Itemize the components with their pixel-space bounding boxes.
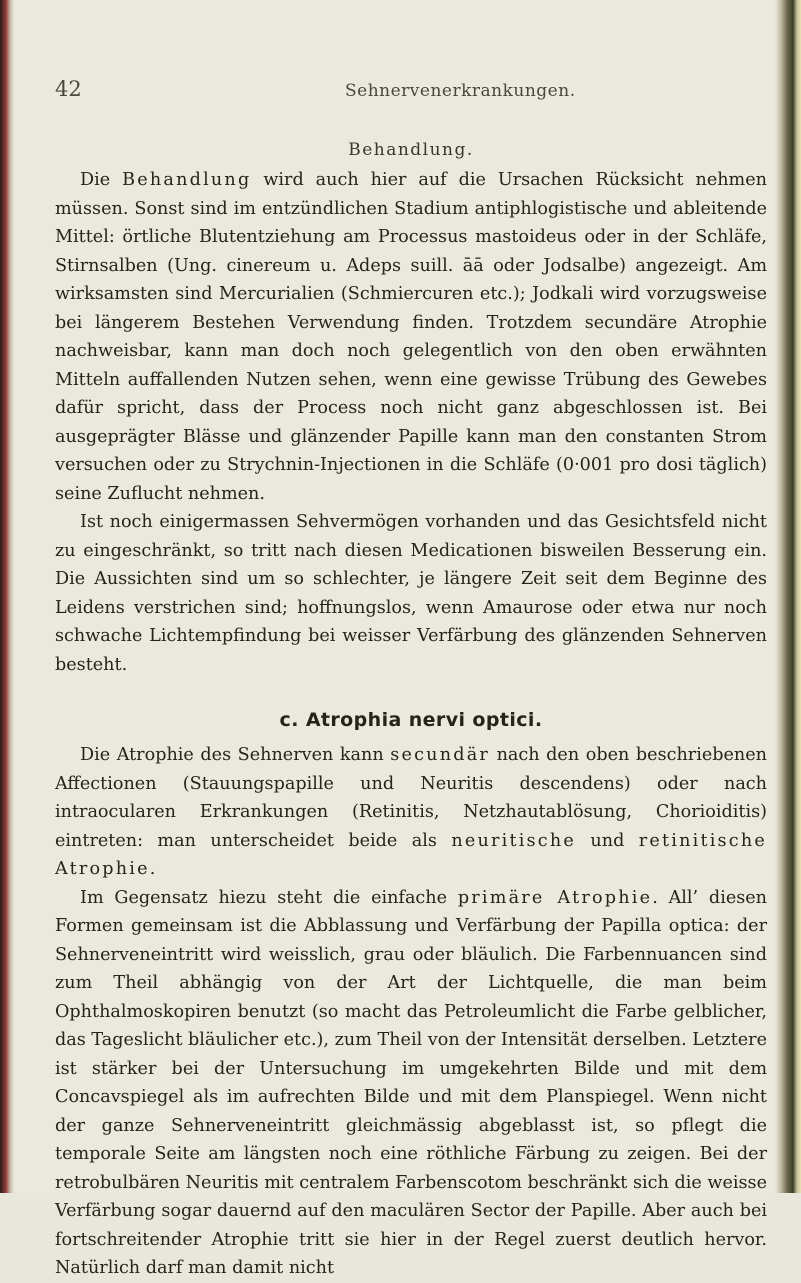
spaced-emphasis: Behandlung bbox=[122, 170, 252, 190]
paragraph: Die Atrophie des Sehnerven kann secundär nach den oben beschriebenen Affectionen (Stauungspapille und Neuritis descendens) oder nach intraocularen Erkrankungen (Retinitis, Netzhautablösung, Chorioiditis) eintreten: man unterscheidet beide als neuritische und retinitische Atrophie. bbox=[55, 745, 767, 879]
spaced-emphasis: secundär bbox=[390, 745, 490, 765]
section-heading-atrophy: c. Atrophia nervi optici. bbox=[279, 709, 543, 731]
spaced-emphasis: neuritische bbox=[451, 830, 576, 851]
paragraph: Im Gegensatz hiezu steht die einfache primäre Atrophie. All’ diesen Formen gemeinsam ist die Abblassung und Verfärbung der Papilla optica: der Sehnerveneintritt wird weisslich, grau oder bläulich. Die Farbennuancen sind zum Theil abhängig von der Art der Lichtquelle, die man beim Ophthalmoskopiren benutzt (so macht das Petroleumlicht die Farbe gelblicher, das Tageslicht bläulicher etc.), zum Theil von der Intensität derselben. Letztere ist stärker bei der Untersuchung im umgekehrten Bilde und mit dem Concavspiegel als im aufrechten Bilde und mit dem Planspiegel. Wenn nicht der ganze Sehnerveneintritt gleichmässig abgeblasst ist, so pflegt die temporale Seite am längsten noch eine röthliche Färbung zu zeigen. Bei der retrobulbären Neuritis mit centralem Farbenscotom beschränkt sich die weisse Verfärbung sogar dauernd auf den maculären Sector der Papille. Aber auch bei fortschreitender Atrophie tritt sie hier in der Regel zuerst deutlich hervor. Natürlich darf man damit nicht bbox=[55, 887, 768, 1278]
text-body bbox=[55, 140, 767, 1283]
paragraph: Ist noch einigermassen Sehvermögen vorhanden und das Gesichtsfeld nicht zu eingeschränkt, so tritt nach diesen Medicationen bisweilen Besserung ein. Die Aussichten sind um so schlechter, je längere Zeit seit dem Beginne des Leidens verstrichen sind; hoffnungslos, wenn Amaurose oder etwa nur noch schwache Lichtempfindung bei weisser Verfärbung des glänzenden Sehnerven besteht. bbox=[55, 512, 767, 675]
page-binding-edge bbox=[0, 0, 14, 1193]
page-header bbox=[55, 77, 755, 107]
section-heading-treatment: Behandlung. bbox=[348, 140, 474, 160]
spaced-emphasis: primäre Atrophie bbox=[457, 887, 653, 908]
page-number: 42 bbox=[55, 77, 82, 101]
page-outer-edge bbox=[775, 0, 801, 1193]
spaced-emphasis: retinitische Atrophie bbox=[55, 830, 767, 879]
paragraph: Die Behandlung wird auch hier auf die Ursachen Rücksicht nehmen müssen. Sonst sind im entzündlichen Stadium antiphlogistische und ableitende Mittel: örtliche Blutentziehung am Processus mastoideus oder in der Schläfe, Stirnsalben (Ung. cinereum u. Adeps suill. āā oder Jodsalbe) angezeigt. Am wirksamsten sind Mercurialien (Schmiercuren etc.); Jodkali wird vorzugsweise bei längerem Bestehen Verwendung finden. Trotzdem secundäre Atrophie nachweisbar, kann man doch noch gelegentlich von den oben erwähnten Mitteln auffallenden Nutzen sehen, wenn eine gewisse Trübung des Gewebes dafür spricht, dass der Process noch nicht ganz abgeschlossen ist. Bei ausgeprägter Blässe und glänzender Papille kann man den constanten Strom versuchen oder zu Strychnin-Injectionen in die Schläfe (0·001 pro dosi täglich) seine Zuflucht nehmen. bbox=[55, 170, 767, 504]
running-title: Sehnervenerkrankungen. bbox=[345, 81, 576, 101]
